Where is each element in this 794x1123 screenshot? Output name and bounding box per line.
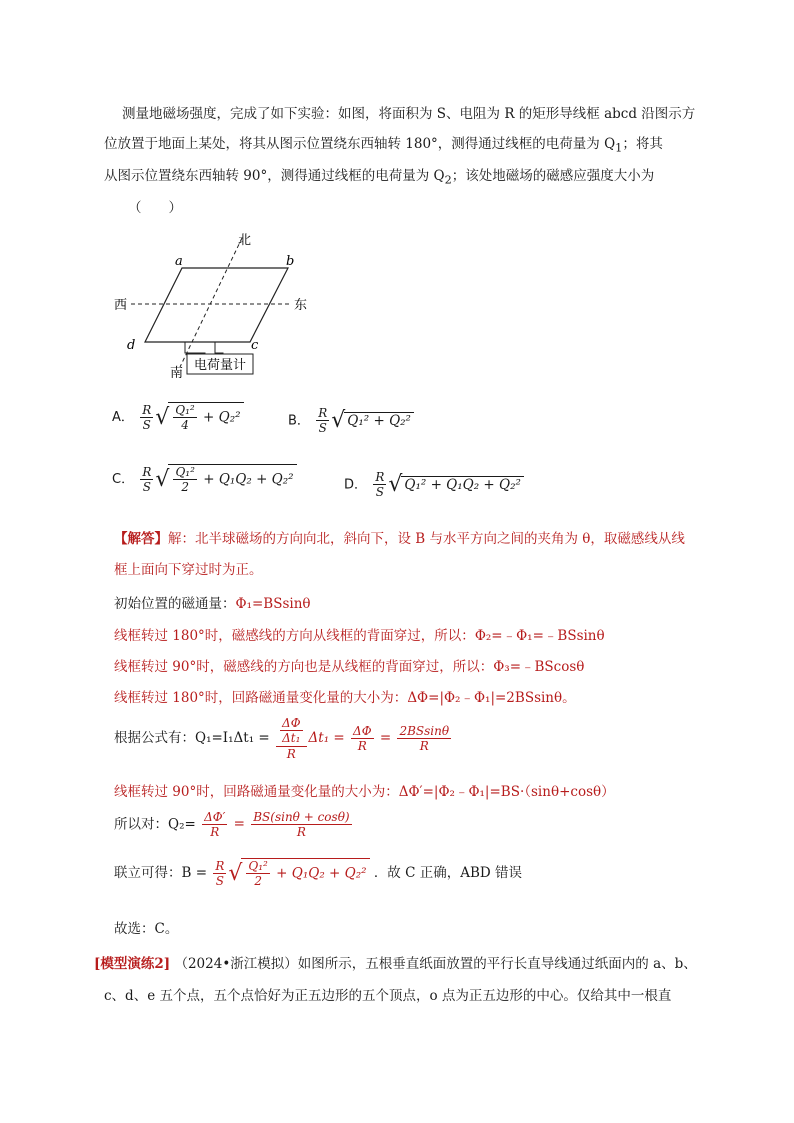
delta180-eq: ΔΦ=|Φ₂﹣Φ₁|=2BSsinθ。 [407,690,576,706]
south-label: 南 [170,366,184,381]
combine-label: 联立可得：B = [114,864,208,881]
so-line [114,810,354,840]
east-label: 东 [294,298,308,313]
answer-intro-line-1 [114,527,685,547]
north-south-axis [180,238,242,367]
option-a[interactable] [112,402,244,433]
option-c[interactable] [112,464,297,495]
next-question-line-1 [94,952,697,972]
combine-formula: $\frac{R}{S}$ √ $\frac{\text{Q₁²}}{2}$ + Q₁Q₂ + Q₂² [211,865,373,881]
delta180-line [114,686,576,706]
delta180-text: 线框转过 180°时，回路磁通量变化量的大小为： [114,690,408,706]
charge-meter-label: 电荷量计 [193,358,247,373]
formula-line [114,716,453,761]
option-d-label: D． [344,477,368,493]
delta90-line [114,780,615,800]
option-a-formula: $\frac{R}{S}$ √ $\frac{\text{Q₁²}}{4}$ + Q₂² [138,409,243,425]
combine-line [114,858,522,889]
delta90-eq: ΔΦ′=|Φ₂﹣Φ₁|=BS·（sinθ+cosθ） [398,784,615,800]
formula-label: 根据公式有： [114,730,195,747]
north-label: 北 [238,233,252,248]
rot180-eq: Φ₂=﹣Φ₁=﹣BSsinθ [474,628,605,644]
so-fraction: $\frac{\Delta\Phi'}{R}$ = $\frac{BS(\sin\theta + \cos\theta)}{R}$ [204,810,350,840]
option-c-formula: $\frac{R}{S}$ √ $\frac{\text{Q₁²}}{2}$ + Q₁Q₂ + Q₂² [138,471,296,487]
answer-tag: 【解答】 [114,531,168,547]
rot180-line [114,624,605,644]
option-d[interactable] [344,470,524,500]
option-b[interactable] [288,406,414,436]
initial-flux-label: 初始位置的磁通量： [114,596,236,612]
rot90-line [114,655,584,675]
so-label: 所以对： [114,816,168,833]
figure-diagram [105,225,325,385]
option-b-formula: $\frac{R}{S}$ √ Q₁² + Q₂² [314,412,414,428]
option-c-label: C． [112,471,135,487]
question-line-3-end: ；该处地磁场的磁感应强度大小为 [451,168,655,184]
answer-choice: 故选：C。 [114,921,179,937]
q2-subscript: 2 [444,173,452,187]
vertex-a-label: a [175,254,183,269]
question-line-2 [104,132,663,155]
formula-eq-start: Q₁=I₁Δt₁ = [195,730,270,747]
rot90-text: 线框转过 90°时，磁感线的方向也是从线框的背面穿过，所以： [114,659,494,675]
initial-flux-eq: Φ₁=BSsinθ [235,596,311,612]
option-b-label: B． [288,413,310,429]
vertex-b-label: b [286,254,295,269]
formula-fraction: $\frac{\frac{\Delta\Phi}{\text{Δt₁}}}{R}$ Δt₁ = $\frac{\Delta\Phi}{R}$ = $\frac{2BSsin\theta}{R}$ [274,730,453,746]
delta90-text: 线框转过 90°时，回路磁通量变化量的大小为： [114,784,399,800]
rot90-eq: Φ₃=﹣BScosθ [493,659,585,675]
answer-intro-line-2: 框上面向下穿过时为正。 [114,562,263,578]
answer-blank: （ ） [128,200,182,216]
west-label: 西 [114,298,128,313]
next-question-tag: [模型演练2] [94,956,171,972]
so-eq-start: Q₂= [168,816,196,833]
option-a-label: A． [112,409,134,425]
vertex-d-label: d [127,338,136,353]
question-line-3-text: 从图示位置绕东西轴转 90°，测得通过线框的电荷量为 Q [104,168,445,184]
next-question-text-1: （2024•浙江模拟）如图所示，五根垂直纸面放置的平行长直导线通过纸面内的 a、b、 [174,956,697,972]
question-line-2-end: ；将其 [622,136,663,152]
combine-end: ．故 C 正确，ABD 错误 [373,864,523,881]
question-line-3 [104,164,654,187]
option-d-formula: $\frac{R}{S}$ √ Q₁² + Q₁Q₂ + Q₂² [371,476,524,492]
initial-flux-line [114,592,311,612]
vertex-c-label: c [251,338,259,353]
wire-frame [145,268,288,342]
answer-intro-text: 解：北半球磁场的方向向北，斜向下，设 B 与水平方向之间的夹角为 θ，取磁感线从线 [168,531,685,547]
rot180-text: 线框转过 180°时，磁感线的方向从线框的背面穿过，所以： [114,628,475,644]
q1-subscript: 1 [615,141,623,155]
question-line-1: 测量地磁场强度，完成了如下实验：如图，将面积为 S、电阻为 R 的矩形导线框 abcd 沿图示方 [122,106,696,122]
next-question-line-2: c、d、e 五个点，五个点恰好为正五边形的五个顶点，o 点为正五边形的中心。仅给其中一根直 [104,988,672,1004]
question-line-2-text: 位放置于地面上某处，将其从图示位置绕东西轴转 180°，测得通过线框的电荷量为 Q [104,136,616,152]
